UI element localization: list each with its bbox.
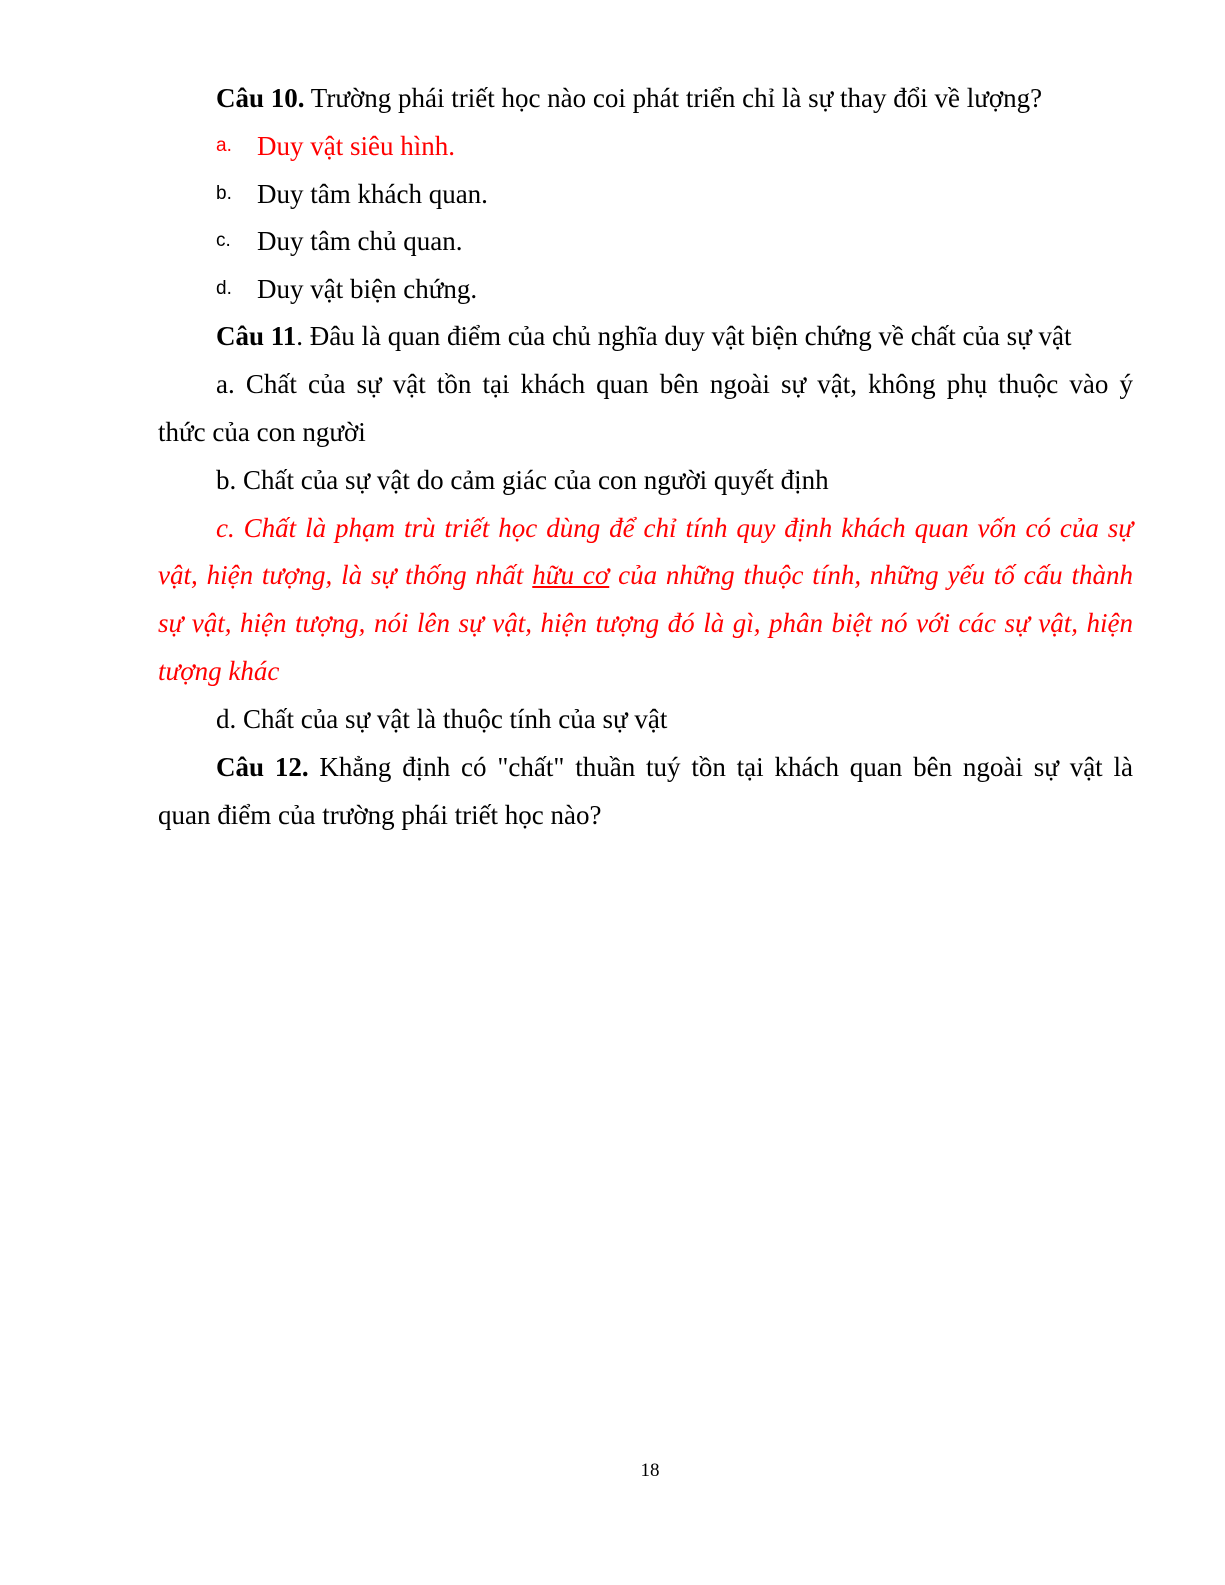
question-10-text: Trường phái triết học nào coi phát triển chỉ là sự thay đổi về lượng? [304,83,1043,113]
page-number: 18 [640,1460,660,1481]
option-letter: a. [216,135,232,156]
question-11-text: . Đâu là quan điểm của chủ nghĩa duy vật biện chứng về chất của sự vật [296,321,1072,351]
option-letter: b. [216,183,232,204]
option-text: Duy tâm khách quan. [257,179,488,209]
question-12-line-1 [216,749,1133,785]
question-11-option-c-line-4: tượng khác [158,656,280,686]
question-11-option-a-line-1: a. Chất của sự vật tồn tại khách quan bên ngoài sự vật, không phụ thuộc vào ý [216,369,1133,399]
option-text: Duy vật biện chứng. [257,274,478,304]
option-letter: c. [216,230,231,251]
question-11-option-c-line-2 [158,557,1133,593]
question-11-label: Câu 11 [216,321,297,351]
option-c-text: của những thuộc tính, những yếu tố cấu thành [609,560,1133,590]
question-10 [216,80,1042,116]
question-11 [216,318,1072,354]
question-11-option-c-line-3: sự vật, hiện tượng, nói lên sự vật, hiện tượng đó là gì, phân biệt nó với các sự vật, hiện [158,608,1133,638]
question-11-option-c-line-1: c. Chất là phạm trù triết học dùng để chỉ tính quy định khách quan vốn có của sự [216,513,1133,543]
option-c-text: vật, hiện tượng, là sự thống nhất [158,560,533,590]
question-11-option-d: d. Chất của sự vật là thuộc tính của sự vật [216,704,668,734]
option-letter: d. [216,278,232,299]
question-12-label: Câu 12. [216,752,309,782]
question-11-option-a-line-2: thức của con người [158,417,366,447]
question-12-text: Khẳng định có "chất" thuần tuý tồn tại khách quan bên ngoài sự vật là [308,752,1133,782]
option-text: Duy tâm chủ quan. [257,226,463,256]
question-10-label: Câu 10. [216,83,305,113]
question-12-line-2: quan điểm của trường phái triết học nào? [158,800,602,830]
option-text: Duy vật siêu hình. [257,131,455,161]
question-11-option-b: b. Chất của sự vật do cảm giác của con người quyết định [216,465,829,495]
underlined-term: hữu cơ [532,560,610,590]
